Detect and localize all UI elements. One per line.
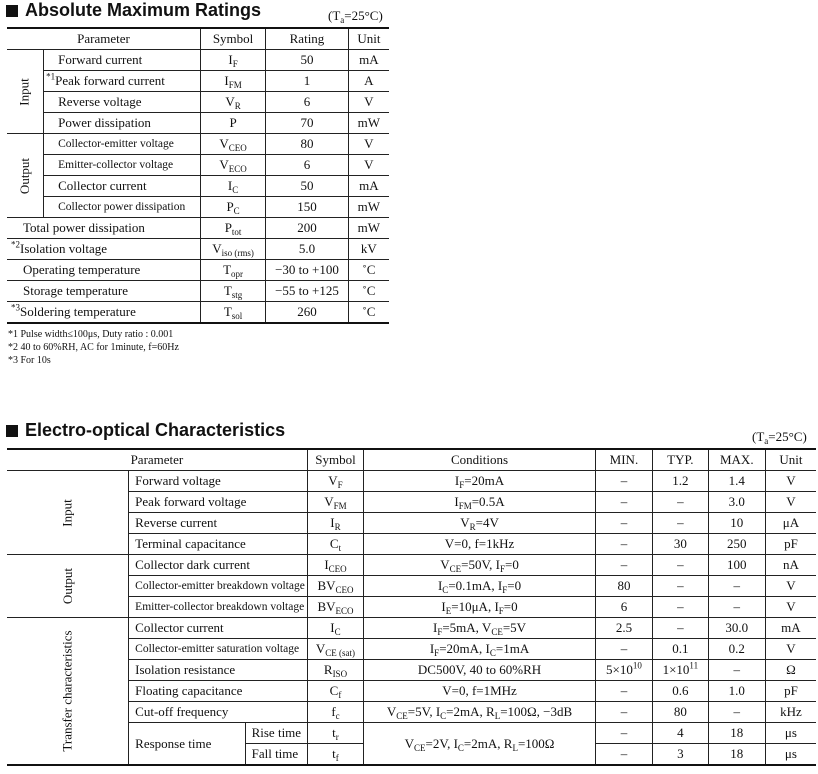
amr-symbol: $V_{ECO}$ — [200, 155, 265, 176]
eoc-typ: – — [652, 492, 708, 513]
eoc-row — [7, 681, 816, 702]
amr-unit: mW — [348, 197, 389, 218]
eoc-conditions: V=0, f=1kHz — [364, 534, 596, 555]
amr-symbol: $V_{CEO}$ — [200, 134, 265, 155]
eoc-symbol: $I_R$ — [307, 513, 363, 534]
amr-unit: ˚C — [348, 281, 389, 302]
eoc-response-time: Response time — [129, 723, 245, 766]
eoc-typ: – — [652, 555, 708, 576]
eoc-symbol: $C_f$ — [307, 681, 363, 702]
eoc-typ: 30 — [652, 534, 708, 555]
eoc-unit: V — [765, 639, 816, 660]
eoc-row — [7, 471, 816, 492]
eoc-symbol: $V_F$ — [307, 471, 363, 492]
amr-param: Forward current — [44, 50, 201, 71]
eoc-typ: 80 — [652, 702, 708, 723]
eoc-param: Isolation resistance — [129, 660, 308, 681]
eoc-conditions: $I_E=10\mu A$, $I_F=0$ — [364, 597, 596, 618]
eoc-unit: pF — [765, 534, 816, 555]
amr-rating: 200 — [266, 218, 349, 239]
eoc-param: Reverse current — [129, 513, 308, 534]
eoc-unit: V — [765, 471, 816, 492]
amr-row — [7, 218, 389, 239]
eoc-symbol: $I_{CEO}$ — [307, 555, 363, 576]
eoc-max: 18 — [708, 723, 765, 744]
eoc-symbol: $t_r$ — [307, 723, 363, 744]
amr-row — [7, 50, 389, 71]
eoc-header-typ: TYP. — [652, 449, 708, 471]
eoc-unit: pF — [765, 681, 816, 702]
eoc-min: – — [595, 492, 652, 513]
eoc-row — [7, 618, 816, 639]
note-1: *1 Pulse width≤100μs, Duty ratio : 0.001 — [8, 329, 174, 340]
eoc-max: 1.4 — [708, 471, 765, 492]
amr-row — [7, 71, 389, 92]
eoc-unit: μs — [765, 723, 816, 744]
eoc-param: Collector-emitter saturation voltage — [129, 639, 308, 660]
amr-rating: 1 — [266, 71, 349, 92]
eoc-param: Terminal capacitance — [129, 534, 308, 555]
eoc-max: – — [708, 597, 765, 618]
eoc-param: Collector current — [129, 618, 308, 639]
amr-param: Operating temperature — [7, 260, 200, 281]
amr-symbol: $V_{iso (rms)}$ — [200, 239, 265, 260]
eoc-unit: Ω — [765, 660, 816, 681]
amr-row — [7, 239, 389, 260]
eoc-param: Collector-emitter breakdown voltage — [129, 576, 308, 597]
eoc-min: – — [595, 702, 652, 723]
amr-param: $^{*3}$Soldering temperature — [7, 302, 200, 324]
section-square-icon — [6, 5, 18, 17]
amr-header-unit: Unit — [348, 28, 389, 50]
eoc-symbol: $C_t$ — [307, 534, 363, 555]
amr-unit: mW — [348, 113, 389, 134]
eoc-group-transfer: Transfer characteristics — [7, 618, 129, 766]
amr-row — [7, 134, 389, 155]
eoc-typ: 0.6 — [652, 681, 708, 702]
eoc-max: 1.0 — [708, 681, 765, 702]
amr-rating: 150 — [266, 197, 349, 218]
eoc-min: $5\times 10^{10}$ — [595, 660, 652, 681]
amr-rating: 6 — [266, 92, 349, 113]
amr-param: Collector current — [44, 176, 201, 197]
amr-unit: ˚C — [348, 302, 389, 324]
eoc-symbol: $I_C$ — [307, 618, 363, 639]
amr-condition: $(T_a=25^\circ C)$ — [328, 8, 383, 25]
amr-unit: kV — [348, 239, 389, 260]
eoc-header-max: MAX. — [708, 449, 765, 471]
eoc-typ: $1\times 10^{11}$ — [652, 660, 708, 681]
amr-group-output: Output — [7, 134, 44, 218]
eoc-typ: – — [652, 576, 708, 597]
eoc-max: 30.0 — [708, 618, 765, 639]
amr-row — [7, 260, 389, 281]
eoc-unit: V — [765, 576, 816, 597]
eoc-min: – — [595, 723, 652, 744]
eoc-header-unit: Unit — [765, 449, 816, 471]
amr-param: $^{*2}$Isolation voltage — [7, 239, 200, 260]
eoc-max: 100 — [708, 555, 765, 576]
eoc-header-parameter: Parameter — [7, 449, 307, 471]
amr-symbol: $P_{tot}$ — [200, 218, 265, 239]
amr-symbol: $T_{opr}$ — [200, 260, 265, 281]
amr-unit: V — [348, 92, 389, 113]
eoc-conditions: $I_F=20mA$ — [364, 471, 596, 492]
eoc-row — [7, 597, 816, 618]
eoc-max: 0.2 — [708, 639, 765, 660]
eoc-row — [7, 660, 816, 681]
eoc-min: – — [595, 639, 652, 660]
eoc-param: Floating capacitance — [129, 681, 308, 702]
eoc-min: – — [595, 555, 652, 576]
amr-unit: mA — [348, 50, 389, 71]
amr-symbol: $T_{stg}$ — [200, 281, 265, 302]
amr-rating: 80 — [266, 134, 349, 155]
amr-row — [7, 302, 389, 324]
amr-header-rating: Rating — [266, 28, 349, 50]
amr-row — [7, 155, 389, 176]
eoc-min: – — [595, 681, 652, 702]
amr-unit: mA — [348, 176, 389, 197]
eoc-unit: V — [765, 492, 816, 513]
amr-param: Total power dissipation — [7, 218, 200, 239]
eoc-row — [7, 723, 816, 744]
amr-row — [7, 92, 389, 113]
eoc-typ: – — [652, 597, 708, 618]
eoc-header-symbol: Symbol — [307, 449, 363, 471]
note-2: *2 40 to 60%RH, AC for 1minute, f=60Hz — [8, 342, 179, 353]
eoc-row — [7, 555, 816, 576]
eoc-conditions: $I_F=5mA$, $V_{CE}=5V$ — [364, 618, 596, 639]
eoc-conditions: $V_{CE}=50V$, $I_F=0$ — [364, 555, 596, 576]
amr-symbol: $I_{FM}$ — [200, 71, 265, 92]
amr-rating: 260 — [266, 302, 349, 324]
amr-symbol: $V_R$ — [200, 92, 265, 113]
eoc-table — [7, 448, 816, 766]
eoc-row — [7, 576, 816, 597]
eoc-max: 18 — [708, 744, 765, 766]
eoc-typ: – — [652, 618, 708, 639]
eoc-max: – — [708, 660, 765, 681]
amr-param: Emitter-collector voltage — [44, 155, 201, 176]
eoc-conditions: V=0, f=1MHz — [364, 681, 596, 702]
eoc-conditions: DC500V, 40 to 60%RH — [364, 660, 596, 681]
eoc-typ: 0.1 — [652, 639, 708, 660]
eoc-header-conditions: Conditions — [364, 449, 596, 471]
eoc-conditions: $V_{CE}=5V$, $I_C=2mA$, $R_L=100\Omega$, −3dB — [364, 702, 596, 723]
eoc-param: Rise time — [245, 723, 307, 744]
eoc-symbol: $f_c$ — [307, 702, 363, 723]
amr-symbol: $I_C$ — [200, 176, 265, 197]
eoc-conditions: $V_R=4V$ — [364, 513, 596, 534]
amr-table — [7, 27, 389, 324]
eoc-param: Forward voltage — [129, 471, 308, 492]
amr-rating: 5.0 — [266, 239, 349, 260]
amr-rating: −55 to +125 — [266, 281, 349, 302]
eoc-group-output: Output — [7, 555, 129, 618]
eoc-symbol: $BV_{CEO}$ — [307, 576, 363, 597]
amr-row — [7, 176, 389, 197]
amr-title: Absolute Maximum Ratings — [25, 0, 262, 20]
eoc-row — [7, 639, 816, 660]
amr-param: Storage temperature — [7, 281, 200, 302]
eoc-min: 2.5 — [595, 618, 652, 639]
amr-param: Collector power dissipation — [44, 197, 201, 218]
eoc-typ: – — [652, 513, 708, 534]
eoc-row — [7, 534, 816, 555]
amr-rating: 70 — [266, 113, 349, 134]
amr-param: Power dissipation — [44, 113, 201, 134]
eoc-min: – — [595, 471, 652, 492]
amr-header-parameter: Parameter — [7, 28, 200, 50]
amr-param: $^{*1}$Peak forward current — [44, 71, 201, 92]
eoc-unit: kHz — [765, 702, 816, 723]
eoc-unit: μs — [765, 744, 816, 766]
eoc-conditions: $I_F=20mA$, $I_C=1mA$ — [364, 639, 596, 660]
eoc-group-input: Input — [7, 471, 129, 555]
eoc-section-title — [6, 420, 285, 441]
amr-header-symbol: Symbol — [200, 28, 265, 50]
amr-symbol: $I_F$ — [200, 50, 265, 71]
amr-symbol: $T_{sol}$ — [200, 302, 265, 324]
eoc-header-row — [7, 449, 816, 471]
eoc-param: Emitter-collector breakdown voltage — [129, 597, 308, 618]
amr-rating: 50 — [266, 176, 349, 197]
amr-rating: 6 — [266, 155, 349, 176]
amr-row — [7, 281, 389, 302]
eoc-header-min: MIN. — [595, 449, 652, 471]
eoc-typ: 4 — [652, 723, 708, 744]
eoc-symbol: $V_{FM}$ — [307, 492, 363, 513]
note-3: *3 For 10s — [8, 355, 51, 366]
eoc-typ: 3 — [652, 744, 708, 766]
amr-param: Collector-emitter voltage — [44, 134, 201, 155]
eoc-conditions: $I_C=0.1mA$, $I_F=0$ — [364, 576, 596, 597]
amr-rating: 50 — [266, 50, 349, 71]
eoc-max: 10 — [708, 513, 765, 534]
eoc-unit: nA — [765, 555, 816, 576]
eoc-max: – — [708, 576, 765, 597]
eoc-symbol: $R_{ISO}$ — [307, 660, 363, 681]
eoc-title: Electro-optical Characteristics — [25, 420, 286, 440]
amr-symbol: P — [200, 113, 265, 134]
amr-notes — [8, 328, 179, 367]
eoc-row — [7, 492, 816, 513]
amr-group-input: Input — [7, 50, 44, 134]
eoc-unit: mA — [765, 618, 816, 639]
eoc-min: – — [595, 513, 652, 534]
eoc-row — [7, 513, 816, 534]
eoc-typ: 1.2 — [652, 471, 708, 492]
eoc-condition: $(T_a=25^\circ C)$ — [752, 429, 807, 446]
amr-param: Reverse voltage — [44, 92, 201, 113]
amr-symbol: $P_C$ — [200, 197, 265, 218]
amr-unit: A — [348, 71, 389, 92]
eoc-param: Fall time — [245, 744, 307, 766]
eoc-row — [7, 702, 816, 723]
eoc-symbol: $t_f$ — [307, 744, 363, 766]
eoc-symbol: $V_{CE (sat)}$ — [307, 639, 363, 660]
eoc-param: Cut-off frequency — [129, 702, 308, 723]
amr-unit: mW — [348, 218, 389, 239]
eoc-unit: V — [765, 597, 816, 618]
amr-section-title — [6, 0, 261, 21]
amr-row — [7, 113, 389, 134]
eoc-conditions: $I_{FM}=0.5A$ — [364, 492, 596, 513]
amr-rating: −30 to +100 — [266, 260, 349, 281]
eoc-unit: μA — [765, 513, 816, 534]
amr-unit: ˚C — [348, 260, 389, 281]
eoc-min: 6 — [595, 597, 652, 618]
eoc-symbol: $BV_{ECO}$ — [307, 597, 363, 618]
eoc-min: – — [595, 534, 652, 555]
eoc-max: 250 — [708, 534, 765, 555]
eoc-param: Peak forward voltage — [129, 492, 308, 513]
eoc-param: Collector dark current — [129, 555, 308, 576]
eoc-min: – — [595, 744, 652, 766]
amr-row — [7, 197, 389, 218]
amr-unit: V — [348, 134, 389, 155]
eoc-max: 3.0 — [708, 492, 765, 513]
eoc-min: 80 — [595, 576, 652, 597]
amr-header-row — [7, 28, 389, 50]
eoc-conditions: $V_{CE}=2V$, $I_C=2mA$, $R_L=100\Omega$ — [364, 723, 596, 766]
eoc-max: – — [708, 702, 765, 723]
amr-unit: V — [348, 155, 389, 176]
section-square-icon — [6, 425, 18, 437]
